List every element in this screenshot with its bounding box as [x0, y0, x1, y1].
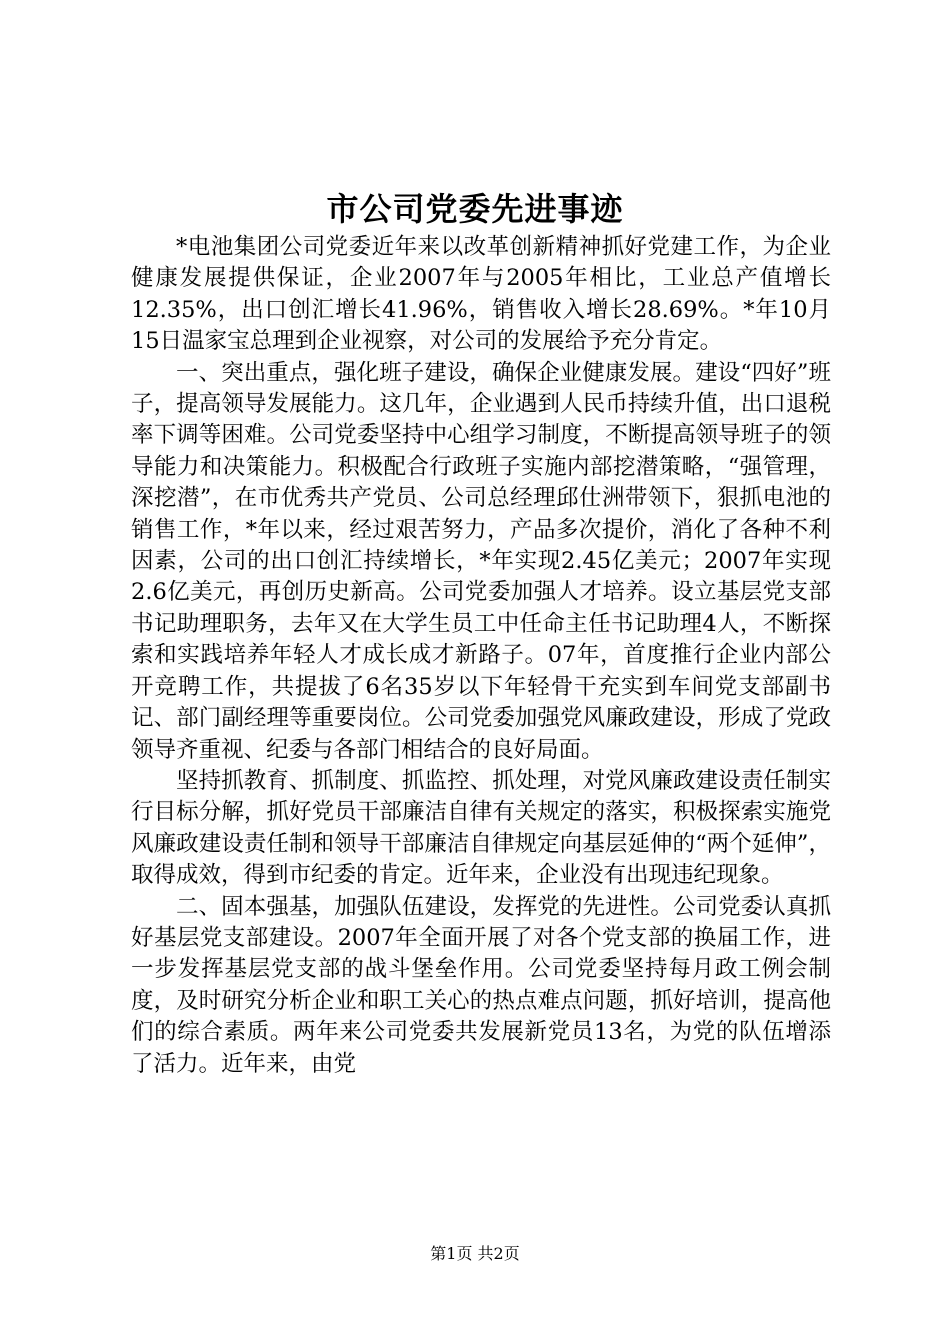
paragraph-intro: *电池集团公司党委近年来以改革创新精神抓好党建工作，为企业健康发展提供保证，企业2007年与2005年相比，工业总产值增长12.35%，出口创汇增长41.96%，销售收入增长28.69%。*年10月15日温家宝总理到企业视察，对公司的发展给予充分肯定。	[131, 234, 831, 355]
document-body	[131, 232, 831, 1080]
page-number-footer: 第1页 共2页	[430, 1244, 520, 1263]
document-title: 市公司党委先进事迹	[326, 190, 624, 228]
paragraph-integrity: 坚持抓教育、抓制度、抓监控、抓处理，对党风廉政建设责任制实行目标分解，抓好党员干部廉洁自律有关规定的落实，积极探索实施党风廉政建设责任制和领导干部廉洁自律规定向基层延伸的“两个延伸”，取得成效，得到市纪委的肯定。近年来，企业没有出现违纪现象。	[131, 767, 831, 889]
paragraph-section-one: 一、突出重点，强化班子建设，确保企业健康发展。建设“四好”班子，提高领导发展能力。这几年，企业遇到人民币持续升值，出口退税率下调等困难。公司党委坚持中心组学习制度，不断提高领导班子的领导能力和决策能力。积极配合行政班子实施内部挖潜策略，“强管理，深挖潜”，在市优秀共产党员、公司总经理邱仕洲带领下，狠抓电池的销售工作，*年以来，经过艰苦努力，产品多次提价，消化了各种不利因素，公司的出口创汇持续增长，*年实现2.45亿美元；2007年实现2.6亿美元，再创历史新高。公司党委加强人才培养。设立基层党支部书记助理职务，去年又在大学生员工中任命主任书记助理4人，不断探索和实践培养年轻人才成长成才新路子。07年，首度推行企业内部公开竞聘工作，共提拔了6名35岁以下年轻骨干充实到车间党支部副书记、部门副经理等重要岗位。公司党委加强党风廉政建设，形成了党政领导齐重视、纪委与各部门相结合的良好局面。	[131, 359, 831, 763]
paragraph-section-two: 二、固本强基，加强队伍建设，发挥党的先进性。公司党委认真抓好基层党支部建设。2007年全面开展了对各个党支部的换届工作，进一步发挥基层党支部的战斗堡垒作用。公司党委坚持每月政工例会制度，及时研究分析企业和职工关心的热点难点问题，抓好培训，提高他们的综合素质。两年来公司党委共发展新党员13名，为党的队伍增添了活力。近年来，由党	[131, 893, 831, 1077]
